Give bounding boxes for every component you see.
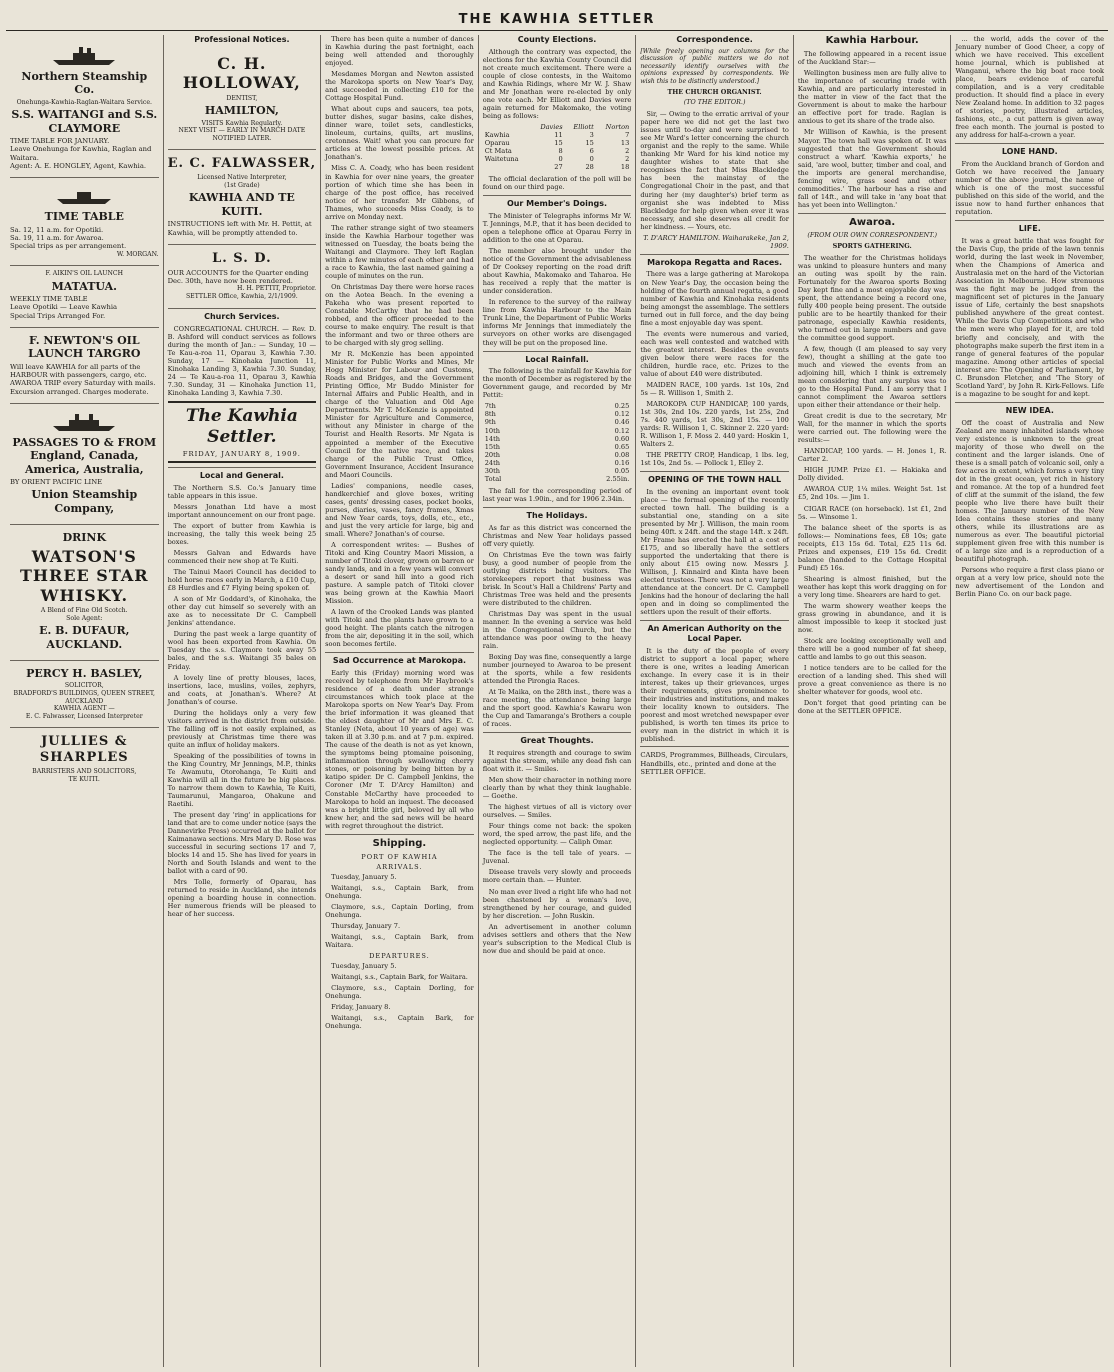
column-6 (794, 35, 952, 1367)
notice-falwasser (168, 149, 317, 240)
rainfall-row (483, 435, 632, 443)
ad-line: Sa. 12, 11 a.m. for Opotiki. (10, 225, 104, 234)
church-text: CONGREGATIONAL CHURCH. — Rev. D. B. Ashford will conduct services as follows during the month of Jan.: — Sunday, 10 — Te Kau-a-roa 11, Oparau 3, Kawhia 7.30. Sunday, 17 — Kinohaka Junction 11, Kinohaka Landing 3, Kawhia 7.30. Sunday, 24 — Te Kau-a-roa 11, Oparau 3, Kawhia 7.30. Sunday, 31 — Kinohaka Junction 11, Kinohaka Landing 3, Kawhia 7.30. (167, 325, 317, 398)
issue-date: FRIDAY, JANUARY 8, 1909. (182, 449, 301, 458)
article-paragraph: There was a large gathering at Marokopa on New Year's Day, the occasion being the holding of the fourth annual regatta, a good number of Kawhia and Kinohaka residents being amongst the assemblage. The settlers turned out in full force, and the day being fine a most enjoyable day was spent. (640, 270, 789, 327)
column-2 (164, 35, 322, 1367)
poll-cell: 18 (620, 163, 630, 172)
ad-line: Sa. 19, 11 a.m. for Awaroa. (10, 234, 104, 242)
article-paragraph: The Northern S.S. Co.'s January time table appears in this issue. (167, 483, 317, 500)
section-heading: Our Member's Doings. (483, 195, 632, 209)
article-paragraph: The present day 'ring' in applications for land that are to come under notice (says the Dannevirke Press) occurred at the ballot for Kaimanawa sections. Mrs Mary D. Rose was successful in securing sections 17 and 7, blocks 14 and 15. She has lived for years in North and South Islands and went to the ballot with a card of 90. (167, 811, 317, 876)
rainfall-total-row (483, 475, 632, 483)
article-paragraph: Stock are looking exceptionally well and there will be a good number of fat sheep, cattle and lambs to go out this season. (797, 636, 947, 662)
poll-row (483, 139, 632, 147)
ad-timetable (10, 177, 159, 262)
letter-text: Sir, — Owing to the erratic arrival of your paper here we did not get the last two issues until to-day and were surprised to see Mr Ward's letter concerning the church organist and the reply to the same. While thanking Mr Ward for his kind notice my daughter wishes to state that she recognises the fact that Miss Blackledge has been the mainstay of the Congregational Choir in the past, and that during her (my daughter's) brief term as organist she was indebted to Miss Blackledge for help given when ever it was necessary, and she deserves all credit for her kindness. — Yours, etc. (640, 110, 789, 231)
correspondent-note: (FROM OUR OWN CORRESPONDENT.) (807, 230, 937, 239)
notice-line: H. H. PETTIT, Proprietor. (236, 285, 317, 293)
article-paragraph: It was a great battle that was fought for the Davis Cup, the pride of the lawn tennis world, during the last week in November, when the Champions of America and Australasia met on the hard of the Victorian Association in Melbourne. How strenuous was the fight may be judged from the magnificent set of pictures in the January issue of Life, certainly the best snapshots published anywhere of the great contest. While the Davis Cup Competitions and who the men were who played for it, are told briefly and concisely, and with the photographs make superb the first item in a range of general features of the popular magazine. Among other articles of special interest are: The Opening of Parliament, by C. Brunsdon Fletcher, and 'The Story of Scotland Yard', by John R. Kirk-Fellows. Life is a magazine to be sought for and kept. (955, 237, 1105, 398)
article-paragraph: ... the world, adds the cover of the Jenuary number of Good Cheer, a copy of which we have received. This excellent home journal, which is published at Wanganui, where the big boat race took place, bears evidence of careful compilation, and is a very creditable production. It should find a place in every New Zealand home. In addition to 32 pages of stories, poetry, illustrated articles, fashions, etc., a cut pattern is given away free each month. The journal is posted to any address for half-a-crown a year. (955, 35, 1105, 140)
rainfall-row (483, 418, 632, 426)
article-paragraph: Persons who require a first class piano or organ at a very low price, should note the new advertisement of the London and Berlin Piano Co. on our back page. (955, 566, 1105, 599)
rain-date: 8th (484, 410, 496, 419)
nameplate (168, 401, 317, 463)
ad-title: Northern Steamship Co. (21, 70, 148, 97)
poll-cell: Oparau (484, 139, 510, 148)
article-paragraph: Mr R. McKenzie has been appointed Minister for Public Works and Mines, Mr Hogg Minister for Labour and Customs, Roads and Bridges, and the Government Printing Office, Mr Buddo Minister for Internal Affairs and Public Health, and in charge of the Valuation and Old Age Departments. Mr T. McKenzie is appointed Minister for Agriculture and Commerce, without any Minister in charge of the Tourist and Health Resorts. Mr Ngata is appointed a member of the Executive Council for the native race, and takes charge of the Public Trust Office, Government Insurance, Accident Insurance and Maori Councils. (325, 350, 474, 479)
article-paragraph: The export of butter from Kawhia is increasing, the tally this week being 25 boxes. (167, 522, 317, 547)
section-heading: Professional Notices. (194, 35, 290, 44)
letter-title: THE CHURCH ORGANIST. (667, 87, 762, 96)
poll-header: Elliott (573, 123, 594, 132)
column-7 (951, 35, 1108, 1367)
rain-value: 0.25 (614, 402, 630, 411)
column-1 (6, 35, 164, 1367)
notice-holloway (168, 48, 317, 147)
letter-signature: T. D'ARCY HAMILTON. Waiharakeke, Jan 2, 1909. (643, 233, 789, 250)
ad-title: PERCY H. BASLEY, (26, 667, 143, 681)
poll-total-row (483, 163, 632, 171)
poll-cell: 7 (625, 131, 630, 140)
arrivals-label: ARRIVALS. (376, 862, 423, 871)
poll-cell: 15 (585, 139, 594, 148)
shipping-entry: Claymore, s.s., Captain Dorling, from Onehunga. (325, 903, 474, 920)
article-paragraph: The weather for the Christmas holidays was unkind to pleasure hunters and many an outing was spoilt by the rain. Fortunately for the Awaroa sports Boxing Day kept fine and a most enjoyable day was spent, the attendance being a record one, fully 400 people being present. The outside public are to be heartily thanked for their patronage, especially Kawhia residents, who turned out in large numbers and gave the committee good support. (797, 253, 947, 342)
ad-line: KAWHIA AGENT — (53, 705, 115, 713)
article-paragraph: On Christmas Day there were horse races on the Aotea Beach. In the evening a Pakeha who was present reported to Constable McCarthy that he had been robbed, and the officer proceeded to the course to make enquiry. The result is that the informant and two or three others are to be charged with sly grog selling. (325, 282, 474, 348)
ad-matatua (10, 265, 159, 324)
article-paragraph: The events were numerous and varied, each was well contested and watched with the greatest interest. Besides the events given below there were races for the children, hurdle race, etc. Prizes to the value of about £40 were distributed. (640, 329, 789, 378)
ad-cards (640, 746, 789, 780)
article-paragraph: The rather strange sight of two steamers inside the Kawhia Harbour together was witnessed on Tuesday, the boats being the Waitangi and Claymore. They left Raglan within a few minutes of each other and had a race to Kawhia, the last named gaining a couple of minutes on the run. (325, 223, 474, 280)
editor-note: [While freely opening our columns for the discussion of public matters we do not necessarily identify ourselves with the opinions expressed by correspondents. We wish this to be distinctly understood.] (640, 47, 789, 85)
poll-header (483, 123, 531, 131)
poll-cell: 0 (589, 155, 594, 164)
notice-line: DENTIST, (226, 94, 258, 102)
section-heading: Sad Occurrence at Marokopa. (325, 652, 474, 666)
article-paragraph: No man ever lived a right life who had not been chastened by a woman's love, strengthened by her courage, and guided by her discretion. — John Ruskin. (482, 887, 632, 920)
ad-steamship (10, 38, 159, 174)
article-paragraph: Messrs Jonathan Ltd have a most important announcement on our front page. (167, 502, 317, 519)
section-heading: Local Rainfall. (483, 351, 632, 365)
rain-value: 0.05 (614, 466, 630, 475)
article-paragraph: Boxing Day was fine, consequently a large number journeyed to Awaroa to be present at the sports, while a few residents attended the Pirongia Races. (482, 653, 632, 686)
rain-value: 0.46 (614, 418, 630, 427)
article-paragraph: A son of Mr Goddard's, of Kinohaka, the other day cut himself so severely with an axe as to necessitate Dr C. Campbell Jenkins' attendance. (167, 595, 317, 628)
article-paragraph: A correspondent writes: — Bushes of Titoki and King Country Maori Mission, a number of Titoki clover, grown on barren or sandy lands, and in a few years will convert a desert or sand hill into a good rich pasture. A sample patch of Titoki clover was being grown at the Kawhia Maori Mission. (325, 540, 474, 606)
ad-targro (10, 327, 159, 400)
section-heading: Kawhia Harbour. (825, 35, 919, 46)
poll-cell: 0 (558, 155, 563, 164)
rain-date: 20th (484, 450, 501, 459)
ad-line: E. C. Falwasser, Licensed Interpreter (25, 712, 143, 720)
rain-total-value: 2.55in. (606, 474, 630, 483)
article-paragraph: Miss C. A. Coady, who has been resident in Kawhia for over nine years, the greater portion of which time she has been in charge of the post office, has received notice of her transfer. Mr Gibbons, of Thames, who succeeds Miss Coady, is to arrive on Monday next. (325, 164, 474, 221)
steamer-icon (49, 411, 119, 433)
notice-line: VISITS Kawhia Regularly. (201, 119, 283, 127)
rain-date: 15th (484, 442, 501, 451)
poll-cell: 11 (554, 131, 563, 140)
article-paragraph: THE PRETTY CROP, Handicap, 1 lbs. leg, 1st 10s, 2nd 5s. — Pollock 1, Elley 2. (640, 451, 789, 468)
ad-subtitle: Onehunga-Kawhia-Raglan-Waitara Service. (16, 98, 152, 106)
shipping-entry: Thursday, January 7. (331, 922, 401, 931)
article-paragraph: MAIDEN RACE, 100 yards. 1st 10s, 2nd 5s — R. Willison 1, Smith 2. (640, 380, 789, 397)
notice-line: OUR ACCOUNTS for the Quarter ending Dec. 30th, have now been rendered. (167, 268, 309, 285)
article-title: SPORTS GATHERING. (832, 241, 912, 250)
rainfall-row (483, 467, 632, 475)
article-paragraph: Ladies' companions, needle cases, handkerchief and glove boxes, writing cases, gents' dressing cases, pocket books, purses, diaries, vases, fancy frames, Xmas and New Year cards, toys, dolls, etc., etc., and just the very article for large, big and small. Where? Jonathan's of course. (325, 481, 474, 538)
rain-date: 9th (484, 418, 496, 427)
rainfall-row (483, 427, 632, 435)
ad-line: W. MORGAN. (116, 250, 159, 258)
ad-line: TIME TABLE FOR JANUARY. (10, 137, 110, 146)
notice-line: NEXT VISIT — EARLY IN MARCH DATE NOTIFIED LATER. (178, 127, 306, 142)
poll-header-row (483, 123, 632, 131)
section-heading: Awaroa. (798, 213, 947, 229)
launch-icon (49, 185, 119, 207)
poll-cell: 6 (589, 147, 594, 156)
rainfall-row (483, 410, 632, 418)
article-paragraph: It is the duty of the people of every district to support a local paper, where there is one, writes a leading American exchange. In every case it is in their interest, takes up their grievances, urges their requirements, gives prominence to their industries and institutions, and makes their locality known to outsiders. The poorest and most wretched newspaper ever published, is worth ten times its price to every man in the district in which it is published. (640, 646, 789, 744)
ad-title: DRINK (62, 531, 107, 545)
section-heading: Correspondence. (676, 35, 753, 44)
poll-cell: Ct Mata (484, 147, 512, 156)
shipping-entry: Waitangi, s.s., Captain Bark, from Onehunga. (325, 883, 474, 900)
nameplate-title: The Kawhia Settler. (185, 406, 298, 448)
notice-name: L. S. D. (212, 250, 272, 266)
article-paragraph: Men show their character in nothing more clearly than by what they think laughable. — Goethe. (482, 776, 632, 801)
article-paragraph: At Te Maika, on the 28th inst., there was a race meeting, the attendance being large and the sport good. Kawhia's Kawaru won the Cup and Tamaranga's Brothers a couple of races. (482, 688, 632, 729)
notice-line: (1st Grade) (224, 181, 260, 189)
ad-line: Special trips as per arrangement. (10, 242, 127, 251)
shipping-entry: Waitangi, s.s., Captain Bark, for Waitara. (331, 973, 468, 982)
notice-line: HAMILTON, (204, 104, 279, 118)
article-paragraph: A lovely line of pretty blouses, laces, insertions, lace, muslins, voiles, zephyrs, and coats, at Jonathan's. Where? At Jonathan's of course. (167, 673, 317, 706)
article-paragraph: HANDICAP, 100 yards. — H. Jones 1, R. Carter 2. (797, 447, 947, 464)
article-paragraph: In reference to the survey of the railway line from Kawhia Harbour to the Main Trunk Line, the Department of Public Works informs Mr Jennings that immediately the surveyors on other works are disengaged they will be put on the proposed line. (482, 298, 632, 347)
poll-cell: 2 (625, 147, 630, 156)
poll-cell (483, 163, 531, 171)
ad-name: MATATUA. (51, 279, 117, 293)
article-paragraph: AWAROA CUP, 1¼ miles. Weight 5st. 1st £5, 2nd 10s. — Jim 1. (797, 485, 947, 502)
rain-value: 0.12 (614, 410, 630, 419)
poll-cell: 27 (554, 163, 563, 172)
ad-line: Special Trips Arranged For. (10, 311, 106, 320)
poll-cell: 8 (558, 147, 563, 156)
rain-value: 0.16 (614, 458, 630, 467)
article-paragraph: The face is the tell tale of years. — Juvenal. (482, 849, 632, 866)
article-paragraph: During the past week a large quantity of wool has been exported from Kawhia. On Tuesday the s.s. Claymore took away 55 bales, and the s.s. Waitangi 35 bales on Friday. (167, 630, 317, 671)
article-paragraph: HIGH JUMP. Prize £1. — Hakiaka and Dolly divided. (797, 466, 947, 483)
shipping-entry: Tuesday, January 5. (331, 962, 397, 971)
ad-line: Leave Opotiki — Leave Kawhia (10, 303, 118, 312)
ad-line: Sole Agent: (66, 614, 103, 622)
ad-line: Will leave KAWHIA for all parts of the HARBOUR with passengers, cargo, etc. (10, 362, 147, 380)
ad-passages (10, 403, 159, 521)
rainfall-row (483, 402, 632, 410)
poll-cell: 15 (554, 139, 563, 148)
section-heading: OPENING OF THE TOWN HALL (640, 471, 789, 485)
shipping-entry: Tuesday, January 5. (331, 872, 397, 881)
section-heading: The Holidays. (483, 507, 632, 521)
article-paragraph: Four things come not back: the spoken word, the sped arrow, the past life, and the neglected opportunity. — Caliph Omar. (482, 822, 632, 847)
ad-title: PASSAGES TO & FROM England, Canada, America, Australia, (12, 435, 157, 476)
section-heading: Local and General. (168, 467, 317, 481)
notice-name: E. C. FALWASSER, (167, 156, 317, 172)
poll-cell: Waitetuna (484, 155, 519, 164)
notice-line: KAWHIA AND TE KUITI. (188, 191, 295, 218)
ad-name: S.S. WAITANGI and S.S. CLAYMORE (11, 108, 158, 135)
poll-row (483, 147, 632, 155)
ad-title: TIME TABLE (44, 210, 124, 224)
article-paragraph: The balance sheet of the sports is as follows:— Nominations fees, £8 10s; gate receipts, £13 15s 6d. Total, £25 11s 6d. Prizes and expenses, £19 15s 6d. Credit balance (handed to the Cottage Hospital Fund) £5 16s. (797, 523, 947, 572)
shipping-entry: Claymore, s.s., Captain Dorling, for Onehunga. (325, 984, 474, 1001)
poll-row (483, 155, 632, 163)
article-paragraph: From the Auckland branch of Gordon and Gotch we have received the January number of the above journal, the name of which is one of the most successful published on this side of the world, and the issue now to hand further enhances that reputation. (955, 160, 1105, 217)
article-paragraph: Early this (Friday) morning word was received by telephone from Mr Haybrook's residence of a death under strange circumstances which took place at the Marokopa sports on New Year's Day. From the brief information it was gleaned that the eldest daughter of Mr and Mrs E. C. Stanley (Neta, about 10 years of age) was taken ill at 3.30 p.m. and at 7 p.m. expired. The cause of the death is not as yet known, the symptoms being ptomaine poisoning, inflammation through swallowing cherry stones, or poisoning by being bitten by a katipo spider. Dr C. Campbell Jenkins, the Coroner (Mr T. D'Arcy Hamilton) and Constable McCarthy have proceeded to Marokopa to hold an inquest. The deceased was a bright little girl, beloved by all who knew her, and the sad news will be heard with regret throughout the district. (325, 669, 474, 830)
article-paragraph: I notice tenders are to be called for the erection of a landing shed. This shed will prove a great convenience as there is no shelter whatever for goods, wool etc. (797, 664, 947, 697)
rain-total-label: Total (484, 474, 502, 483)
ad-title: F. NEWTON'S OIL LAUNCH TARGRO (28, 333, 141, 361)
ad-line: WEEKLY TIME TABLE (10, 295, 88, 304)
departures-label: DEPARTURES. (369, 952, 430, 961)
shipping-entry: Waitangi, s.s., Captain Bark, from Waitara. (325, 933, 474, 950)
ad-name: WATSON'S THREE STAR WHISKY. (20, 546, 149, 605)
notice-line: INSTRUCTIONS left with Mr. H. Pettit, at Kawhia, will be promptly attended to. (167, 220, 312, 237)
ad-title: JULLIES & SHARPLES (39, 734, 129, 766)
rainfall-row (483, 443, 632, 451)
article-paragraph: During the holidays only a very few visitors arrived in the district from outside. The falling off is not easily explained, as previously at Christmas time there was quite an influx of holiday makers. (167, 708, 317, 749)
ad-line: BRADFORD'S BUILDINGS, QUEEN STREET, AUCKLAND (13, 690, 156, 705)
article-paragraph: A few, though (I am pleased to say very few), thought a shilling at the gate too much and viewed the events from an adjoining hill, which I think is extremely mean considering that any surplus was to go to the Hospital Fund. I am sorry that I cannot compliment the Awaroa settlers upon either their attendance or their help. (797, 344, 947, 410)
rain-value: 0.60 (614, 434, 630, 443)
notice-lsd (168, 244, 317, 305)
shipping-entry: Friday, January 8. (331, 1003, 391, 1012)
ad-line: TE KUITI. (68, 775, 100, 783)
article-paragraph: The member also brought under the notice of the Government the advisableness of Dr Cooksey reporting on the road drift about Kawhia, Makomako and Taharoa. He has received a reply that the matter is under consideration. (482, 247, 632, 296)
article-paragraph: Mr Willison of Kawhia, is the present Mayor. The town hall was spoken of. It was suggested that the Government should construct a wharf. 'Kawhia exports,' he said, 'are wool, butter, timber and coal, and the imports are general merchandise, fencing wire, grass seed and other commodities.' The harbour has a rise and fall of 14ft., and will take in 'any boat that has yet been into Wellington.' (797, 128, 947, 209)
poll-table (483, 123, 632, 171)
ad-line: AWAROA TRIP every Saturday with mails. (10, 379, 156, 388)
ad-line: Leave Onehunga for Kawhia, Raglan and Waitara. (10, 145, 152, 162)
article-paragraph: Off the coast of Australia and New Zealand are many inhabited islands whose very existence is unknown to the great majority of those who dwell on the continent and the larger islands. One of these is a small patch of volcanic soil, only a few acres in extent, which forms a very tiny dot in the great ocean, yet rich in history and romance. At the top of a hundred feet of cliff at the summit of the island, the few people who live there have built their homes. The January number of the New Idea contains these stories and many others, while its illustrations are as numerous as ever. The beautiful pictorial supplement given free with this number is of a large size and is a reproduction of a beautiful photograph. (955, 418, 1105, 564)
section-heading: LIFE. (955, 220, 1104, 234)
ad-basley (10, 660, 159, 724)
article-paragraph: As far as this district was concerned the Christmas and New Year holidays passed off very quietly. (482, 523, 632, 548)
notice-line: SETTLER Office, Kawhia, 2/1/1909. (185, 292, 298, 300)
article-paragraph: It requires strength and courage to swim against the stream, while any dead fish can float with it. — Smiles. (482, 749, 632, 774)
article-paragraph: The official declaration of the poll will be found on our third page. (482, 175, 632, 192)
section-heading: County Elections. (517, 35, 597, 44)
article-paragraph: The Minister of Telegraphs informs Mr W. T. Jennings, M.P., that it has been decided to open a telephone office at Oparau Ferry in addition to the one at Oparau. (482, 212, 632, 245)
poll-header: Norton (605, 123, 630, 132)
rain-date: 30th (484, 466, 501, 475)
ad-line: Union Steamship Company, (31, 488, 138, 515)
rainfall-table (483, 402, 632, 482)
rain-value: 0.12 (614, 426, 630, 435)
rainfall-row (483, 459, 632, 467)
article-paragraph: An advertisement in another column advises settlers and others that the New year's subscription to the Medical Club is now due and should be paid at once. (482, 922, 632, 955)
article-paragraph: Don't forget that good printing can be done at the SETTLER OFFICE. (797, 699, 947, 716)
article-paragraph: In the evening an important event took place — the formal opening of the recently erected town hall. The building is a substantial one, standing on a site presented by Mr J. Willison, the main room being 40ft. x 24ft. and the stage 14ft. x 24ft. Mr Frame has erected the hall at a cost of £175, and so liberally have the settlers supported the undertaking that there is only about £15 owing now. Messrs J. Willison, J. Kinnaird and Kinta have been elected trustees. There was not a very large attendance at the concert. Dr C. Campbell Jenkins had the honour of declaring the hall open and in doing so complimented the settlers upon the result of their efforts. (640, 487, 789, 617)
article-paragraph: The highest virtues of all is victory over ourselves. — Smiles. (482, 803, 632, 820)
article-paragraph: Although the contrary was expected, the elections for the Kawhia County Council did not create much excitement. There were a couple of close contests, in the Waitomo and Kawhia Ridings, where Mr W. J. Shaw and Mr Jonathan were re-elected by only one vote each. Mr Elliott and Davies were again returned for Makomako, the voting being as follows: (482, 47, 632, 120)
article-paragraph: What about cups and saucers, tea pots, butter dishes, sugar basins, cake dishes, dinner ware, toilet sets, candlesticks, linoleum, curtains, quilts, art muslins, cretonnes. Wait! what you can procure for articles at the lowest possible prices. At Jonathan's. (325, 105, 474, 162)
article-paragraph: The warm showery weather keeps the grass growing in abundance, and it is almost impossible to keep it stocked just now. (797, 601, 947, 634)
column-5 (636, 35, 794, 1367)
article-paragraph: Disease travels very slowly and proceeds more certain than. — Hunter. (482, 868, 632, 885)
section-heading: Great Thoughts. (483, 732, 632, 746)
article-paragraph: On Christmas Eve the town was fairly busy, a good number of people from the outlying districts being visitors. The storekeepers report that business was brisk. In Scout's Hall a Childrens' Party and Christmas Tree was held and the presents were distributed to the children. (482, 550, 632, 607)
article-paragraph: CIGAR RACE (on horseback). 1st £1, 2nd 5s. — Winsome 1. (797, 504, 947, 521)
article-paragraph: Mrs Tolle, formerly of Oparau, has returned to reside in Auckland, she intends opening a boarding house in connection. Her numerous friends will be pleased to hear of her success. (167, 878, 317, 919)
ad-jullies (10, 727, 159, 787)
poll-cell: 13 (620, 139, 630, 148)
ad-whisky (10, 524, 159, 657)
article-paragraph: Messrs Galvan and Edwards have commenced their new shop at Te Kuiti. (167, 549, 317, 566)
ad-line: BY ORIENT PACIFIC LINE (10, 478, 103, 487)
poll-row (483, 131, 632, 139)
column-4 (479, 35, 637, 1367)
section-heading: An American Authority on the Local Paper. (640, 620, 789, 644)
columns (6, 35, 1108, 1367)
article-paragraph: A lawn of the Crooked Lands was planted with Titoki and the plants have grown to a good height. The plants catch the nitrogen from the air, depositing it in the soil, which soon becomes fertile. (325, 608, 474, 649)
ad-line: Excursion arranged. Charges moderate. (10, 387, 149, 396)
rain-value: 0.65 (614, 442, 630, 451)
ad-line: CARDS, Programmes, Billheads, Circulars, Handbills, etc., printed and done at the SETTLER OFFICE. (640, 751, 789, 776)
section-heading: Shipping. (325, 834, 474, 850)
shipping-entry: Waitangi, s.s., Captain Bark, for Onehunga. (325, 1014, 474, 1031)
ship-icon (49, 45, 119, 67)
poll-cell: Kawhia (484, 131, 510, 140)
article-paragraph: Mesdames Morgan and Newton assisted the Marokopa sports on New Year's Day, and succeeded in collecting £10 for the Cottage Hospital Fund. (325, 70, 474, 103)
section-heading: Marokopa Regatta and Races. (640, 254, 789, 268)
ad-title: F. AIKIN'S OIL LAUNCH (45, 270, 124, 278)
article-paragraph: Christmas Day was spent in the usual manner. In the evening a service was held in the Congregational Church, but the attendance was poor owing to the heavy rain. (482, 609, 632, 650)
poll-cell: 2 (625, 155, 630, 164)
article-paragraph: The following is the rainfall for Kawhia for the month of December as registered by the Government gauge, and recorded by Mr Pettit: (482, 367, 632, 400)
rain-date: 24th (484, 458, 501, 467)
notice-line: Licensed Native Interpreter, (197, 174, 287, 182)
article-paragraph: Speaking of the possibilities of towns in the King Country, Mr Jennings, M.P., thinks Te Awamutu, Otorohanga, Te Kuiti and Kawhia will all in the future be big places. To narrow them down to Kawhia, Te Kuiti, Taumarunui, Mangaroa, Ohakune and Raetihi. (167, 751, 317, 808)
article-paragraph: The fall for the corresponding period of last year was 1.90in., and for 1906 2.34in. (482, 486, 632, 503)
poll-cell: 3 (589, 131, 594, 140)
poll-cell: 28 (585, 163, 594, 172)
shipping-port: PORT OF KAWHIA (361, 852, 438, 861)
rain-date: 14th (484, 434, 501, 443)
section-heading: Church Services. (168, 308, 317, 322)
notice-name: C. H. HOLLOWAY, (182, 53, 301, 93)
column-3 (321, 35, 479, 1367)
article-paragraph: MAROKOPA CUP HANDICAP, 100 yards, 1st 30s, 2nd 10s. 220 yards, 1st 25s, 2nd 7s. 440 yards, 1st 30s, 2nd 15s. — 100 yards: R. Willison 1, C. Skinner 2. 220 yard: R. Willison 1, F. Moss 2. 440 yard: Hoskin 1, Walters 2. (640, 399, 789, 449)
article-paragraph: The following appeared in a recent issue of the Auckland Star:— (797, 50, 947, 67)
poll-header: Davies (540, 123, 563, 132)
article-paragraph: Wellington business men are fully alive to the importance of securing trade with Kawhia, and are particularly interested in the matter in view of the fact that the Government is about to make the harbour an effective port for trade. Raglan is anxious to get its share of the trade also. (797, 69, 947, 126)
section-heading: NEW IDEA. (955, 402, 1104, 416)
ad-line: A Blend of Fine Old Scotch. (40, 607, 128, 615)
letter-to: (TO THE EDITOR.) (683, 98, 746, 107)
rain-value: 0.08 (614, 450, 630, 459)
ad-line: E. B. DUFAUR, AUCKLAND. (39, 624, 130, 651)
article-paragraph: Great credit is due to the secretary, Mr Wall, for the manner in which the sports were carried out. The following were the results:— (797, 412, 947, 445)
article-paragraph: Shearing is almost finished, but the weather has kept this work dragging on for a very long time. Shearers are hard to get. (797, 574, 947, 599)
ad-line: SOLICITOR, (64, 682, 104, 690)
rain-date: 7th (484, 402, 496, 411)
article-paragraph: There has been quite a number of dances in Kawhia during the past fortnight, each being well attended and thoroughly enjoyed. (325, 35, 474, 68)
article-paragraph: The Tainui Maori Council has decided to hold horse races early in March, a £10 Cup, £8 Hurdles and £7 Flying being spoken of. (167, 568, 317, 593)
ad-line: BARRISTERS AND SOLICITORS, (32, 768, 137, 776)
rainfall-row (483, 451, 632, 459)
section-heading: LONE HAND. (955, 143, 1104, 157)
masthead: THE KAWHIA SETTLER (6, 8, 1108, 31)
rain-date: 10th (484, 426, 501, 435)
ad-line: Agent: A. E. HONGLEY, Agent, Kawhia. (10, 162, 147, 171)
